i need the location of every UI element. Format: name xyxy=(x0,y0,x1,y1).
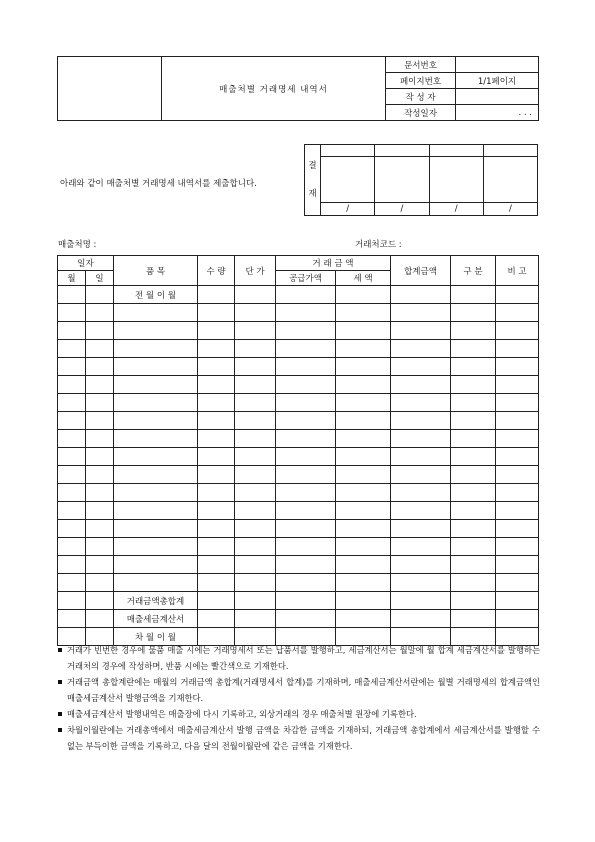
table-cell xyxy=(276,286,336,304)
table-cell xyxy=(58,556,86,574)
table-cell xyxy=(114,502,198,520)
table-cell xyxy=(58,322,86,340)
table-cell xyxy=(198,556,235,574)
table-cell xyxy=(336,448,391,466)
table-row xyxy=(58,394,539,412)
table-cell xyxy=(336,574,391,592)
table-cell xyxy=(198,466,235,484)
table-cell xyxy=(336,484,391,502)
table-cell xyxy=(86,322,114,340)
table-cell xyxy=(451,358,496,376)
approval-sign-cell xyxy=(321,157,375,203)
table-cell xyxy=(276,340,336,358)
table-cell xyxy=(198,538,235,556)
table-cell xyxy=(114,574,198,592)
header-qty: 수 량 xyxy=(198,256,235,286)
table-cell xyxy=(496,466,539,484)
table-cell xyxy=(451,286,496,304)
table-cell xyxy=(496,322,539,340)
table-cell xyxy=(496,304,539,322)
table-cell xyxy=(276,502,336,520)
table-cell xyxy=(86,448,114,466)
table-cell xyxy=(235,610,276,628)
table-cell xyxy=(276,430,336,448)
note-item: 거래가 빈번한 경우에 물품 매출 시에는 거래명세서 또는 납품서를 발행하고, 세금계산서는 월말에 월 합계 세금계산서를 발행하는 거래처의 경우에 작성하며, 반품 시에는 빨간색으로 기재한다. xyxy=(58,642,540,674)
table-cell xyxy=(336,304,391,322)
total-row xyxy=(58,592,539,610)
table-cell xyxy=(276,322,336,340)
table-cell xyxy=(235,322,276,340)
table-cell xyxy=(198,574,235,592)
table-cell xyxy=(496,430,539,448)
table-cell xyxy=(451,448,496,466)
invoice-row xyxy=(58,610,539,628)
approval-sign-cell xyxy=(483,157,537,203)
table-row xyxy=(58,322,539,340)
table-cell xyxy=(198,286,235,304)
table-cell xyxy=(451,322,496,340)
table-cell xyxy=(235,556,276,574)
table-cell xyxy=(496,394,539,412)
approval-title-cell xyxy=(429,145,483,157)
notes-list xyxy=(58,642,540,754)
header-unit-price: 단 가 xyxy=(235,256,276,286)
row-label: 매출세금계산서 xyxy=(114,610,198,628)
table-cell xyxy=(58,610,86,628)
table-cell xyxy=(451,592,496,610)
table-cell xyxy=(451,430,496,448)
table-cell xyxy=(58,286,86,304)
table-cell xyxy=(496,448,539,466)
table-cell xyxy=(276,520,336,538)
table-cell xyxy=(86,538,114,556)
table-cell xyxy=(391,376,451,394)
table-row xyxy=(58,448,539,466)
table-cell xyxy=(58,304,86,322)
table-cell xyxy=(114,376,198,394)
table-cell xyxy=(451,466,496,484)
table-cell xyxy=(114,394,198,412)
page-number: 1/1페이지 xyxy=(456,73,539,89)
table-cell xyxy=(496,556,539,574)
table-cell xyxy=(276,592,336,610)
table-cell xyxy=(496,286,539,304)
table-cell xyxy=(235,520,276,538)
table-cell xyxy=(58,484,86,502)
table-cell xyxy=(58,520,86,538)
table-cell xyxy=(235,358,276,376)
table-cell xyxy=(86,610,114,628)
table-cell xyxy=(86,340,114,358)
approval-title-cell xyxy=(321,145,375,157)
table-row xyxy=(58,538,539,556)
table-cell xyxy=(86,484,114,502)
table-cell xyxy=(198,358,235,376)
table-row xyxy=(58,358,539,376)
table-cell xyxy=(235,592,276,610)
table-cell xyxy=(496,592,539,610)
table-cell xyxy=(235,430,276,448)
table-cell xyxy=(336,286,391,304)
field-value xyxy=(456,57,539,73)
table-cell xyxy=(235,412,276,430)
table-cell xyxy=(276,394,336,412)
field-label: 작성일자 xyxy=(386,105,456,121)
table-cell xyxy=(198,592,235,610)
table-row xyxy=(58,304,539,322)
table-cell xyxy=(235,574,276,592)
note-item: 거래금액 총합계란에는 매월의 거래금액 총합계(거래명세서 합계)를 기재하며, 매출세금계산서란에는 월별 거래명세의 합계금액인 매출세금계산서 발행금액을 기재한다. xyxy=(58,674,540,706)
note-item: 매출세금계산서 발행내역은 매출장에 다시 기록하고, 외상거래의 경우 매출처별 원장에 기록한다. xyxy=(58,706,540,722)
table-cell xyxy=(58,358,86,376)
table-row xyxy=(58,502,539,520)
header-trade-amount: 거 래 금 액 xyxy=(276,256,391,271)
table-cell xyxy=(198,502,235,520)
table-cell xyxy=(86,556,114,574)
table-cell xyxy=(114,484,198,502)
document-header xyxy=(57,56,539,121)
table-cell xyxy=(58,430,86,448)
table-cell xyxy=(198,304,235,322)
row-label: 거래금액총합계 xyxy=(114,592,198,610)
table-row xyxy=(58,466,539,484)
date-value: . . . xyxy=(456,105,539,121)
intro-text: 아래와 같이 매출처별 거래명세 내역서를 제출합니다. xyxy=(60,179,257,189)
table-cell xyxy=(391,286,451,304)
header-supply: 공급가액 xyxy=(276,271,336,286)
table-cell xyxy=(276,610,336,628)
approval-date-cell: / xyxy=(321,203,375,216)
approval-label-top: 결 xyxy=(308,161,317,171)
table-cell xyxy=(496,358,539,376)
table-cell xyxy=(86,304,114,322)
table-cell xyxy=(86,466,114,484)
field-label: 페이지번호 xyxy=(386,73,456,89)
table-cell xyxy=(276,448,336,466)
approval-title-cell xyxy=(375,145,429,157)
table-cell xyxy=(276,412,336,430)
table-cell xyxy=(391,520,451,538)
header-remarks: 비 고 xyxy=(496,256,539,286)
table-cell xyxy=(336,610,391,628)
table-cell xyxy=(86,574,114,592)
table-cell xyxy=(198,430,235,448)
table-cell xyxy=(198,520,235,538)
table-cell xyxy=(391,484,451,502)
table-cell xyxy=(86,358,114,376)
table-cell xyxy=(336,592,391,610)
table-cell xyxy=(235,394,276,412)
table-cell xyxy=(235,448,276,466)
table-cell xyxy=(336,430,391,448)
table-cell xyxy=(391,304,451,322)
approval-label-bottom: 재 xyxy=(308,189,317,199)
table-cell xyxy=(114,556,198,574)
table-cell xyxy=(276,538,336,556)
table-cell xyxy=(451,556,496,574)
table-cell xyxy=(86,502,114,520)
table-cell xyxy=(391,340,451,358)
table-cell xyxy=(496,520,539,538)
row-label: 차 월 이 월 xyxy=(114,628,198,646)
table-cell xyxy=(58,412,86,430)
table-cell xyxy=(496,610,539,628)
table-cell xyxy=(451,340,496,358)
table-cell xyxy=(391,322,451,340)
table-cell xyxy=(86,286,114,304)
header-blank-cell xyxy=(58,57,162,121)
table-cell xyxy=(451,484,496,502)
table-cell xyxy=(86,592,114,610)
table-cell xyxy=(336,556,391,574)
table-cell xyxy=(58,538,86,556)
table-cell xyxy=(86,430,114,448)
table-row xyxy=(58,412,539,430)
table-cell xyxy=(114,538,198,556)
table-cell xyxy=(451,538,496,556)
approval-sign-cell xyxy=(375,157,429,203)
table-cell xyxy=(391,574,451,592)
table-cell xyxy=(114,520,198,538)
table-cell xyxy=(198,610,235,628)
table-cell xyxy=(58,574,86,592)
table-cell xyxy=(336,502,391,520)
note-item: 차월이월란에는 거래총액에서 매출세금계산서 발행 금액을 차감한 금액을 기재하되, 거래금액 총합계에서 세금계산서를 발행할 수 없는 부득이한 금액을 기록하고, 다음 달의 전월이월란에 같은 금액을 기재한다. xyxy=(58,722,540,754)
approval-box xyxy=(304,144,538,216)
table-cell xyxy=(496,376,539,394)
table-cell xyxy=(496,574,539,592)
table-cell xyxy=(114,448,198,466)
table-cell xyxy=(58,340,86,358)
table-cell xyxy=(114,412,198,430)
header-tax: 세 액 xyxy=(336,271,391,286)
table-cell xyxy=(198,484,235,502)
table-cell xyxy=(276,466,336,484)
table-cell xyxy=(235,502,276,520)
table-row xyxy=(58,484,539,502)
table-cell xyxy=(336,394,391,412)
table-cell xyxy=(496,484,539,502)
table-cell xyxy=(451,394,496,412)
table-cell xyxy=(198,340,235,358)
table-cell xyxy=(86,520,114,538)
table-cell xyxy=(114,340,198,358)
table-cell xyxy=(496,340,539,358)
table-cell xyxy=(58,376,86,394)
table-cell xyxy=(198,322,235,340)
table-cell xyxy=(336,412,391,430)
table-cell xyxy=(336,466,391,484)
table-cell xyxy=(276,556,336,574)
table-cell xyxy=(496,538,539,556)
table-cell xyxy=(336,376,391,394)
table-cell xyxy=(336,538,391,556)
table-cell xyxy=(391,394,451,412)
table-cell xyxy=(114,466,198,484)
table-cell xyxy=(235,538,276,556)
table-cell xyxy=(336,322,391,340)
table-cell xyxy=(114,304,198,322)
table-cell xyxy=(86,394,114,412)
table-cell xyxy=(235,484,276,502)
table-cell xyxy=(58,592,86,610)
table-row xyxy=(58,574,539,592)
table-cell xyxy=(391,430,451,448)
approval-date-cell: / xyxy=(375,203,429,216)
approval-date-cell: / xyxy=(429,203,483,216)
table-cell xyxy=(58,466,86,484)
table-cell xyxy=(58,394,86,412)
approval-sign-cell xyxy=(429,157,483,203)
table-cell xyxy=(496,412,539,430)
customer-code-label: 거래처코드 : xyxy=(355,240,402,250)
table-cell xyxy=(451,376,496,394)
table-cell xyxy=(235,466,276,484)
table-cell xyxy=(198,376,235,394)
field-value xyxy=(456,89,539,105)
table-cell xyxy=(336,520,391,538)
table-cell xyxy=(451,502,496,520)
transaction-table xyxy=(57,255,539,646)
table-cell xyxy=(114,322,198,340)
table-row xyxy=(58,340,539,358)
table-cell xyxy=(276,376,336,394)
table-cell xyxy=(276,304,336,322)
header-item: 품 목 xyxy=(114,256,198,286)
table-cell xyxy=(235,340,276,358)
table-row xyxy=(58,520,539,538)
page-title: 매출처별 거래명세 내역서 xyxy=(162,57,386,121)
table-cell xyxy=(451,610,496,628)
table-row xyxy=(58,430,539,448)
table-cell xyxy=(391,502,451,520)
table-cell xyxy=(496,502,539,520)
table-cell xyxy=(114,430,198,448)
table-cell xyxy=(451,520,496,538)
table-cell xyxy=(391,538,451,556)
table-cell xyxy=(198,448,235,466)
table-cell xyxy=(276,358,336,376)
row-label: 전 월 이 월 xyxy=(114,286,198,304)
header-date: 일자 xyxy=(58,256,114,271)
table-cell xyxy=(114,358,198,376)
table-cell xyxy=(391,610,451,628)
approval-title-cell xyxy=(483,145,537,157)
table-cell xyxy=(276,484,336,502)
field-label: 작 성 자 xyxy=(386,89,456,105)
approval-date-cell: / xyxy=(483,203,537,216)
table-cell xyxy=(336,358,391,376)
table-cell xyxy=(391,592,451,610)
table-row xyxy=(58,376,539,394)
header-month: 월 xyxy=(58,271,86,286)
table-cell xyxy=(235,376,276,394)
table-cell xyxy=(391,448,451,466)
table-cell xyxy=(58,448,86,466)
table-cell xyxy=(198,394,235,412)
table-cell xyxy=(451,412,496,430)
table-cell xyxy=(451,574,496,592)
customer-name-label: 매출처명 : xyxy=(58,240,97,250)
table-cell xyxy=(235,286,276,304)
table-cell xyxy=(58,502,86,520)
table-cell xyxy=(86,412,114,430)
table-cell xyxy=(198,412,235,430)
table-cell xyxy=(451,304,496,322)
header-total: 합계금액 xyxy=(391,256,451,286)
table-cell xyxy=(276,574,336,592)
table-cell xyxy=(235,304,276,322)
header-day: 일 xyxy=(86,271,114,286)
header-category: 구 분 xyxy=(451,256,496,286)
table-cell xyxy=(336,340,391,358)
table-cell xyxy=(86,376,114,394)
carry-in-row xyxy=(58,286,539,304)
table-cell xyxy=(391,556,451,574)
field-label: 문서번호 xyxy=(386,57,456,73)
table-cell xyxy=(391,466,451,484)
table-row xyxy=(58,556,539,574)
approval-side-label xyxy=(305,145,321,216)
table-cell xyxy=(391,358,451,376)
table-cell xyxy=(391,412,451,430)
